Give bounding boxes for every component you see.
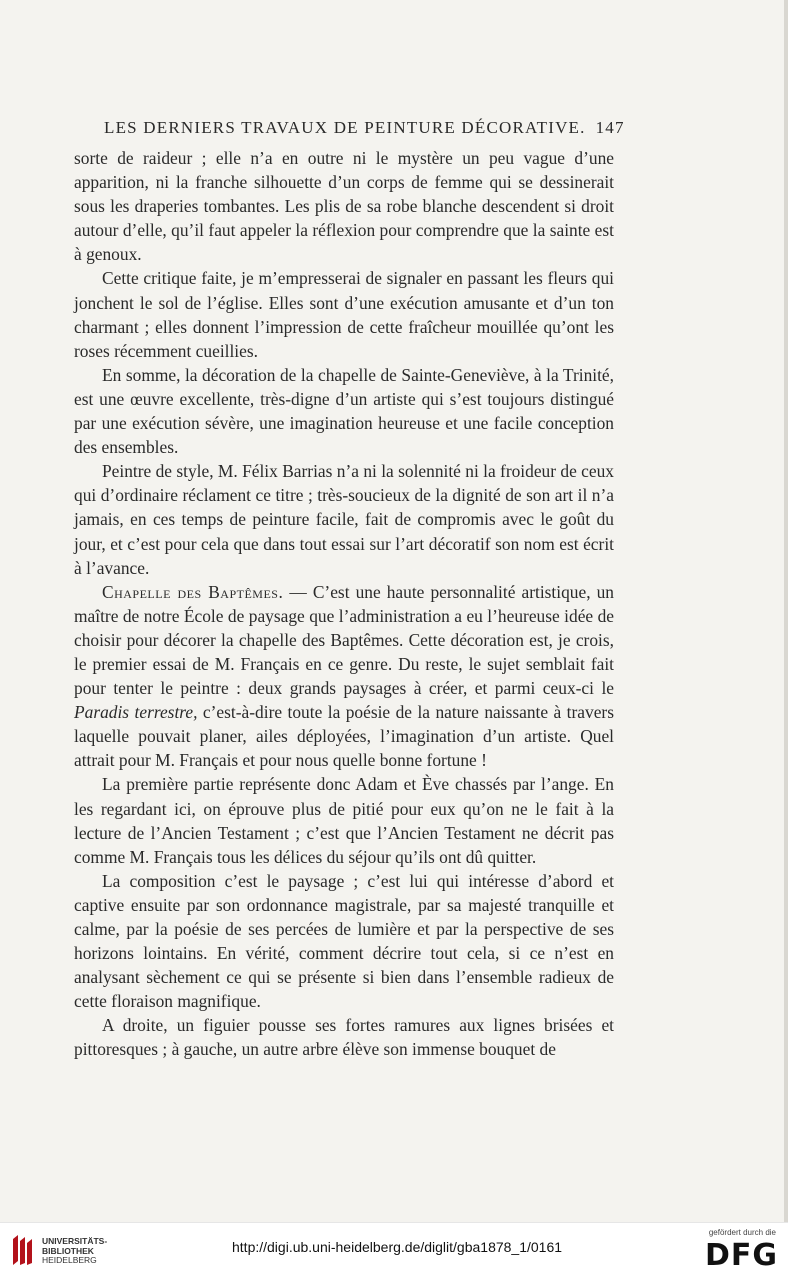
paragraph-8: A droite, un figuier pousse ses fortes ramures aux lignes brisées et pittoresques ; à gauche, un autre arbre élève son immense bouquet de bbox=[74, 1015, 614, 1060]
section-heading: Chapelle des Baptêmes. bbox=[102, 581, 284, 602]
text-body bbox=[74, 146, 614, 1062]
library-line-2: BIBLIOTHEK bbox=[42, 1245, 94, 1256]
footer-bar bbox=[0, 1222, 788, 1279]
page-number: 147 bbox=[595, 118, 625, 137]
artwork-title: Paradis terrestre, bbox=[74, 702, 198, 723]
funded-by-label: gefördert durch die bbox=[708, 1228, 776, 1237]
paragraph-3: En somme, la décoration de la chapelle de Sainte-Geneviève, à la Trinité, est une œuvre excellente, très-digne d’un artiste qui s’est toujours distingué par une exécution sévère, une imagination heureuse et une facile conception des ensembles. bbox=[74, 364, 614, 458]
university-library-logo-icon bbox=[10, 1233, 34, 1267]
paragraph-4: Peintre de style, M. Félix Barrias n’a ni la solennité ni la froideur de ceux qui d’ordinaire réclament ce titre ; très-soucieux de la dignité de son art il n’a jamais, en ces temps de peinture facile, fait de compromis avec le goût du jour, et c’est pour cela que dans tout essai sur l’art décoratif son nom est écrit à l’avance. bbox=[74, 461, 614, 578]
dfg-logo: DFG bbox=[704, 1238, 778, 1273]
running-title: LES DERNIERS TRAVAUX DE PEINTURE DÉCORATIVE. bbox=[104, 118, 586, 137]
library-line-3: HEIDELBERG bbox=[42, 1255, 97, 1265]
paragraph-1: sorte de raideur ; elle n’a en outre ni le mystère un peu vague d’une apparition, ni la franche silhouette d’un corps de femme qui se dessinerait sous les draperies tombantes. Les plis de sa robe blanche descendent si droit autour d’elle, qu’il faut appeler la réflexion pour comprendre que la sainte est à genoux. bbox=[74, 148, 614, 265]
paragraph-7: La composition c’est le paysage ; c’est lui qui intéresse d’abord et captive ensuite par son ordonnance magistrale, par sa majesté tranquille et calme, par la poésie de ses percées de lumière et par la perspective de ses horizons lointains. En vérité, comment décrire tout cela, si ce n’est en analysant sèchement ce qui se présente si bien dans l’ensemble radieux de cette floraison magnifique. bbox=[74, 870, 614, 1012]
page-edge bbox=[784, 0, 788, 1278]
paragraph-2: Cette critique faite, je m’empresserai de signaler en passant les fleurs qui jonchent le sol de l’église. Elles sont d’une exécution amusante et d’un ton charmant ; elles donnent l’impression de cette fraîcheur mouillée qu’ont les roses récemment cueillies. bbox=[74, 268, 614, 361]
paragraph-5 bbox=[74, 580, 614, 773]
library-line-1: UNIVERSITÄTS- bbox=[42, 1236, 108, 1246]
library-name bbox=[42, 1237, 107, 1266]
running-head bbox=[104, 118, 625, 138]
paragraph-6: La première partie représente donc Adam et Ève chassés par l’ange. En les regardant ici, on éprouve plus de pitié pour eux qu’on ne le fait à la lecture de l’Ancien Testament ; c’est que l’Ancien Testament ne décrit pas comme M. Français tous les délices du séjour qu’ils ont dû quitter. bbox=[74, 774, 614, 867]
paragraph-5-part-b: c’est-à-dire toute la poésie de la nature naissante à travers laquelle pouvait planer, ailes déployées, l’imagination d’un artiste. Quel attrait pour M. Français et pour nous quelle bonne fortune ! bbox=[74, 702, 614, 771]
permalink-url[interactable]: http://digi.ub.uni-heidelberg.de/diglit/gba1878_1/0161 bbox=[232, 1239, 563, 1255]
paragraph-5-part-a: — C’est une haute personnalité artistique, un maître de notre École de paysage que l’administration a eu l’heureuse idée de choisir pour décorer la chapelle des Baptêmes. Cette décoration est, je crois, le premier essai de M. Français en ce genre. Du reste, le sujet semblait fait pour tenter le peintre : deux grands paysages à créer, et parmi ceux-ci le bbox=[74, 581, 614, 699]
